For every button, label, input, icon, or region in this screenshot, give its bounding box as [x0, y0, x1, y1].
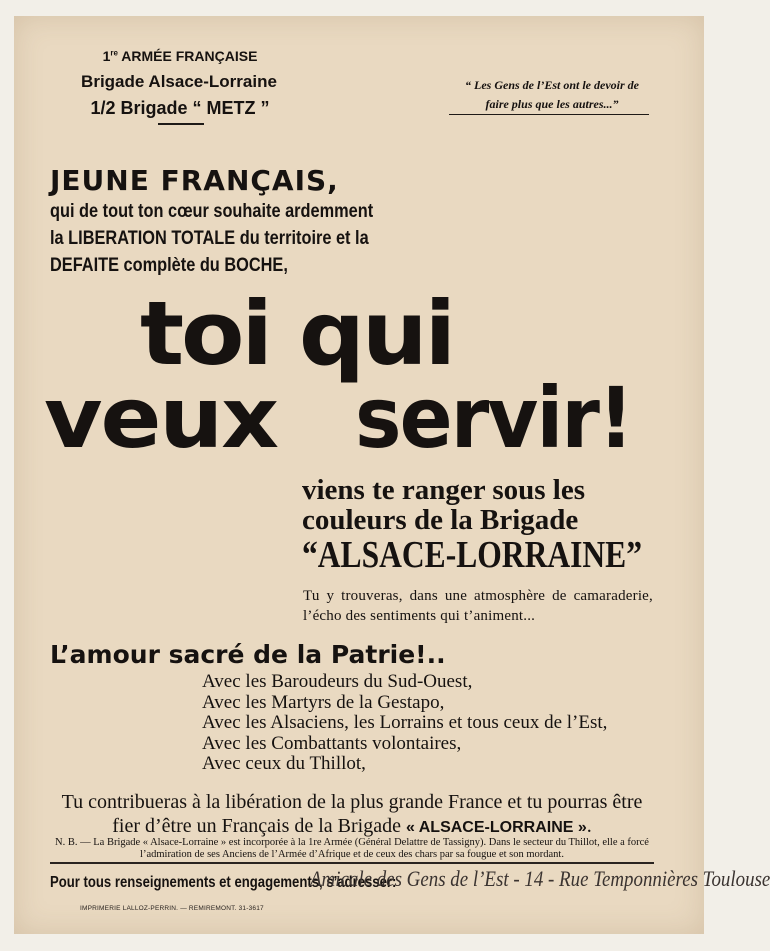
avec-line: Avec ceux du Thillot, — [202, 753, 366, 774]
headline: JEUNE FRANÇAIS, — [50, 164, 339, 197]
call-line-2: couleurs de la Brigade — [302, 504, 579, 536]
contact-label: Pour tous renseignements et engagements, s’adresser: — [50, 874, 397, 891]
avec-line: Avec les Baroudeurs du Sud-Ouest, — [202, 671, 473, 692]
motto-underline — [449, 114, 649, 115]
army-name: 1re ARMÉE FRANÇAISE — [102, 48, 258, 64]
slogan-servir: servir! — [355, 369, 632, 467]
demi-brigade: 1/2 Brigade “ METZ ” — [90, 98, 270, 118]
nota-bene: N. B. — La Brigade « Alsace-Lorraine » est incorporée à la 1re Armée (Général Delattre de Tassigny). Dans le secteur du Thillot, elle a forcé l’admiration de ses Anciens de l’Armée d’Afrique et de ceux des chars par sa fougue et son mordant. — [55, 837, 649, 860]
avec-list — [202, 672, 607, 775]
brigade-title: “ALSACE-LORRAINE” — [302, 534, 642, 576]
motto-quote: “ Les Gens de l’Est ont le devoir de faire plus que les autres...” — [465, 78, 639, 111]
camaraderie-text: Tu y trouveras, dans une atmosphère de camaraderie, l’écho des sentiments qui t’animent... — [303, 588, 653, 624]
amour-heading: L’amour sacré de la Patrie!.. — [50, 640, 446, 669]
header-underline — [158, 123, 204, 125]
handwritten-address: Amicale des Gens de l’Est - 14 - Rue Temponnières Toulouse — [310, 866, 770, 891]
call-line-1: viens te ranger sous les — [302, 474, 586, 506]
intro-line-3: DEFAITE complète du BOCHE, — [50, 255, 288, 276]
slogan-toi-qui: toi qui — [140, 282, 454, 385]
avec-line: Avec les Combattants volontaires, — [202, 732, 462, 754]
footer-divider — [50, 862, 654, 864]
brigade-name: Brigade Alsace-Lorraine — [81, 72, 277, 91]
avec-line: Avec les Martyrs de la Gestapo, — [202, 691, 445, 713]
intro-line-2: la LIBERATION TOTALE du territoire et la — [50, 228, 369, 249]
call-to-join — [302, 475, 585, 535]
slogan-veux: veux — [44, 369, 277, 467]
intro-line-1: qui de tout ton cœur souhaite ardemment — [50, 201, 374, 222]
contribution-text: Tu contribueras à la libération de la plus grande France et tu pourras être fier d’être un Français de la Brigade « ALSACE-LORRAINE ». — [61, 791, 643, 837]
intro-text — [50, 198, 373, 279]
printer-credit: IMPRIMERIE LALLOZ-PERRIN. — REMIREMONT. 31-3617 — [80, 905, 264, 912]
avec-line: Avec les Alsaciens, les Lorrains et tous ceux de l’Est, — [202, 712, 608, 733]
